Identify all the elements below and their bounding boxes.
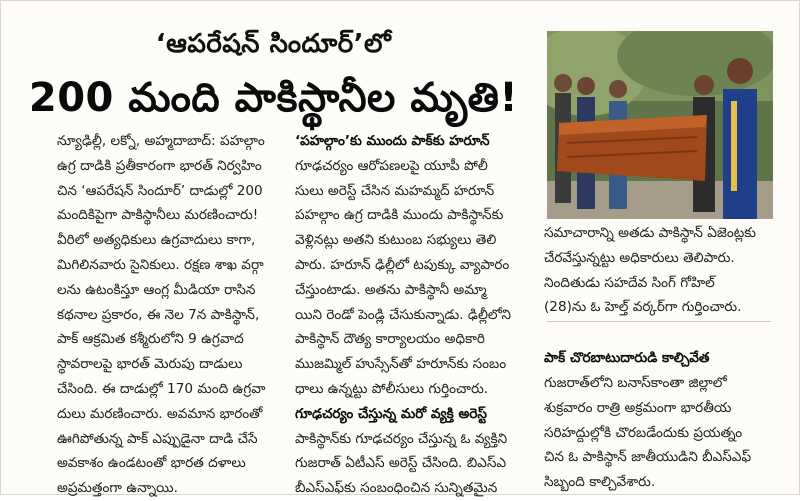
text-line: చిన ఓ పాకిస్థాన్ జాతీయుడిని బీఎస్ఎఫ్ [544,449,752,466]
text-line: అప్రమత్తంగా ఉన్నాయి. [57,480,178,497]
text-line: వెళ్లినట్లు అతని కుటుంబ సభ్యులు తెలి [295,232,497,249]
text-line: సులు అరెస్ట్ చేసిన మహమ్మద్ హరూన్ [295,182,495,199]
text-line: గూఢచర్యం ఆరోపణలపై యూపీ పోలీ [295,157,488,174]
text-line: ఊగిపోతున్న పాక్ ఎప్పుడైనా దాడి చేసే [57,430,258,447]
text-line: సమాచారాన్ని అతడు పాకిస్థాన్ ఏజెంట్లకు [544,225,757,241]
text-line: ముజమ్మిల్ హుస్సేన్‌తో హరూన్‌కు సంబం [295,356,507,373]
text-line: నిందితుడు సహదేవ సింగ్ గోహిల్ [544,274,715,291]
text-line: న్యూఢిల్లీ, లక్నో, అహ్మదాబాద్: పహల్గాం [57,133,265,149]
text-line: పహల్గాం ఉగ్ర దాడికి ముందు పాకిస్థాన్‌కు [295,207,504,224]
news-photo [547,31,773,219]
text-line: దులు మరణించారు. అవమాన భారంతో [57,405,263,422]
text-line: ఉగ్ర దాడికి ప్రతీకారంగా భారత్ నిర్వహిం [57,157,262,174]
section-divider [547,321,771,322]
text-line: చేసింది. ఈ దాడుల్లో 170 మంది ఉగ్రవా [57,380,266,397]
text-line: లను ఉటంకిస్తూ ఆంగ్ల మీడియా రాసిన [57,281,256,298]
main-headline: 200 మంది పాకిస్థానీల మృతి! [28,75,519,121]
text-line: పాకిస్థాన్‌కు గూఢచర్యం చేస్తున్న ఓ వ్యక్తిని [295,430,508,447]
kicker-headline: ‘ఆపరేషన్ సిందూర్’లో [155,29,392,59]
text-line: స్థావరాలపై భారత్ మెరుపు దాడులు [57,356,243,373]
text-line: పారు. హరూన్ ఢిల్లీలో టపుక్కు వ్యాపారం [295,256,510,273]
photo-illustration [547,31,773,219]
text-line: కథనాల ప్రకారం, ఈ నెల 7న పాకిస్థాన్, [57,306,260,323]
text-line: సిబ్బంది కాల్చివేశారు. [544,474,656,491]
column-subheading: ‘పహల్గాం’కు ముందు పాక్‌కు హరూన్ [295,133,490,149]
text-line: యిని రెండో పెండ్లి చేసుకున్నాడు. ఢిల్లీలోని [295,306,512,323]
text-line: శుక్రవారం రాత్రి అక్రమంగా భారతీయ [544,399,732,416]
text-line: గుజరాత్ ఏటీఎస్ అరెస్ట్ చేసింది. బిఎస్ఎ [295,455,507,472]
text-line: అవకాశం ఉండటంతో భారత దళాలు [57,455,246,472]
text-line: మందికిపైగా పాకిస్థానీలు మరణించారు! [57,207,259,224]
text-line: ధాలు ఉన్నట్టు పోలీసులు గుర్తించారు. [295,380,489,397]
text-line: సరిహద్దుల్లోకి చొరబడేందుకు ప్రయత్నం [544,424,743,441]
text-line: బీఎస్ఎఫ్‌కు సంబంధించిన సున్నితమైన [295,480,498,497]
text-line: పాకిస్థాన్ దౌత్య కార్యాలయం అధికారి [295,331,485,348]
text-line: పాక్ ఆక్రమిత కశ్మీరులోని 9 ఉగ్రవాద [57,331,244,348]
article-column-1 [57,129,289,501]
section-subheading: పాక్ చొరబాటుదారుడి కాల్చివేత [544,350,710,367]
text-line: చిన ‘ఆపరేషన్ సిందూర్’ దాడుల్లో 200 [57,182,263,199]
text-line: చేరవేస్తున్నట్టు అధికారులు తెలిపారు. [544,249,735,266]
text-line: మిగిలినవారు సైనికులు. రక్షణ శాఖ వర్గా [57,256,264,273]
article-column-2 [295,129,540,501]
article-column-3 [544,221,779,495]
text-line: (28)ను ఓ హెల్త్ వర్కర్‌గా గుర్తించారు. [544,299,742,316]
text-line: వీరిలో అత్యధికులు ఉగ్రవాదులు కాగా, [57,232,256,249]
text-line: గుజరాత్‌లోని బనాస్‌కాంతా జిల్లాలో [544,374,727,391]
section-subheading: గూఢచర్యం చేస్తున్న మరో వ్యక్తి అరెస్ట్ [295,405,487,422]
text-line: చేస్తుంటాడు. అతను పాకిస్థానీ అమ్మా [295,281,487,298]
